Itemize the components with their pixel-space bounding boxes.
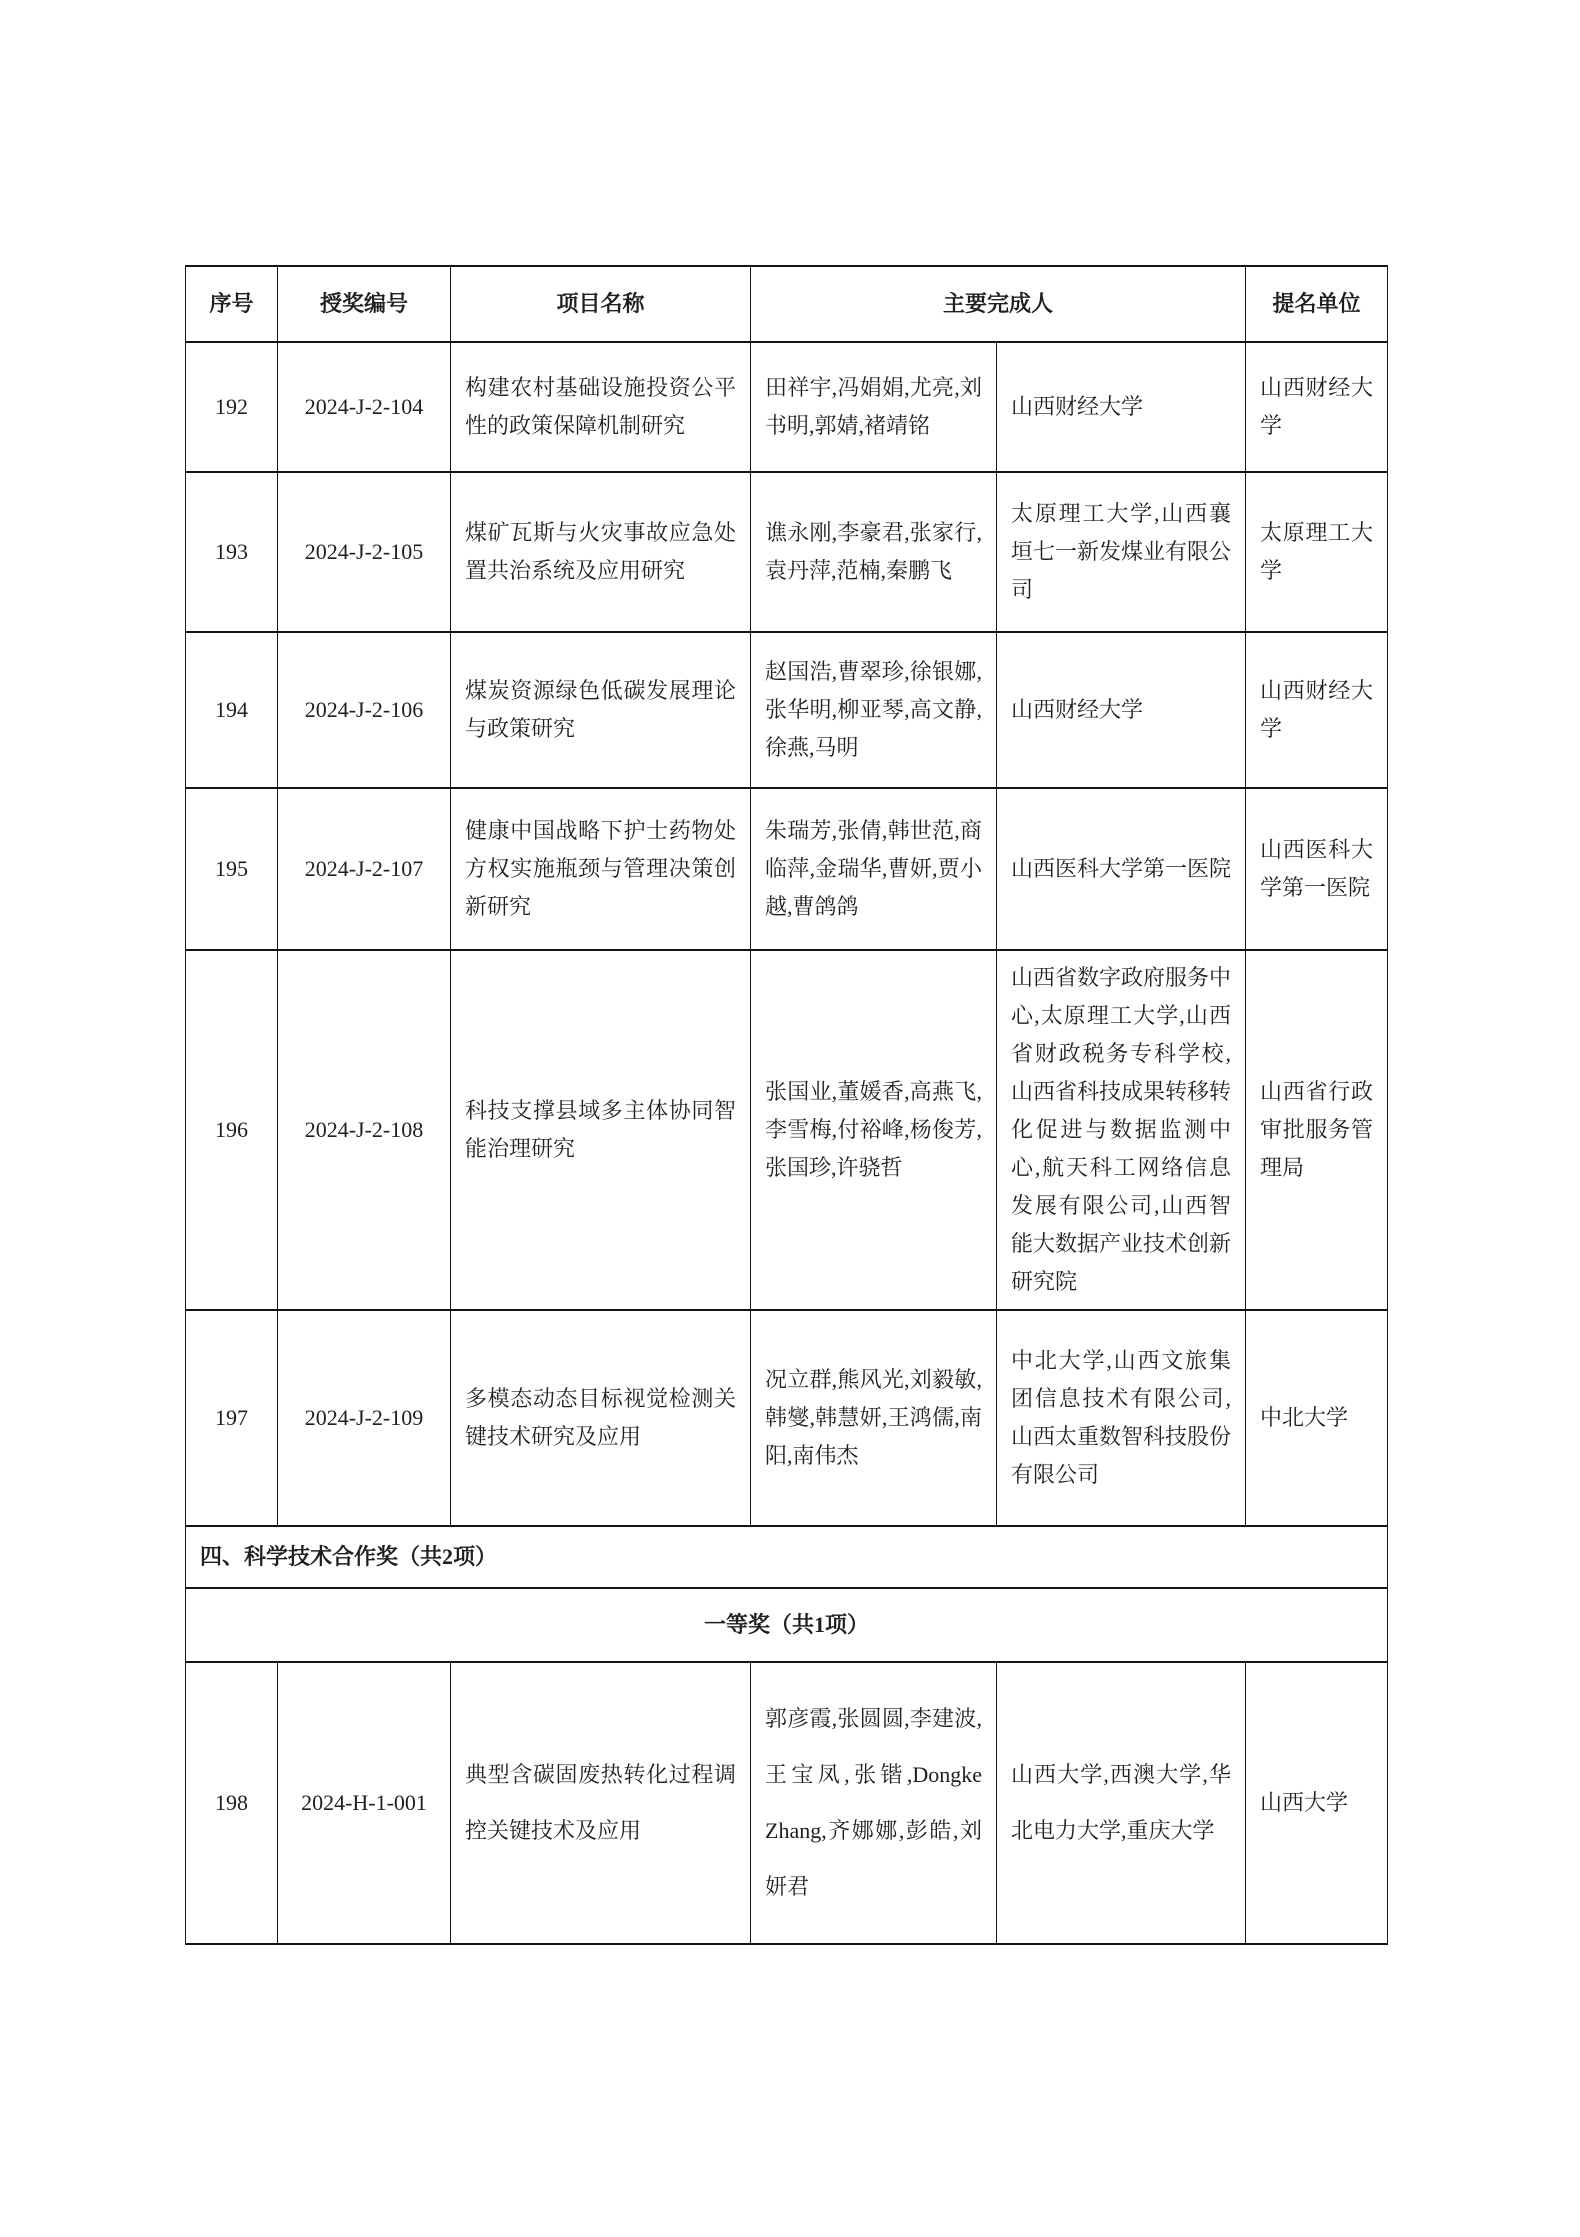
- table-row: [186, 788, 1388, 950]
- table-header-row: [186, 266, 1388, 342]
- cell-project-name: 典型含碳固废热转化过程调控关键技术及应用: [451, 1662, 751, 1944]
- cell-contributors: 张国业,董媛香,高燕飞,李雪梅,付裕峰,杨俊芳,张国珍,许骁哲: [751, 950, 997, 1310]
- column-header-project: 项目名称: [451, 266, 751, 342]
- cell-contributors: 况立群,熊风光,刘毅敏,韩燮,韩慧妍,王鸿儒,南阳,南伟杰: [751, 1310, 997, 1526]
- cell-organizations: 山西省数字政府服务中心,太原理工大学,山西省财政税务专科学校,山西省科技成果转移转化促进与数据监测中心,航天科工网络信息发展有限公司,山西智能大数据产业技术创新研究院: [997, 950, 1246, 1310]
- cell-nominator: 山西大学: [1246, 1662, 1388, 1944]
- cell-index: 195: [186, 788, 278, 950]
- cell-contributors: 郭彦霞,张圆圆,李建波,王宝凤,张锴,Dongke Zhang,齐娜娜,彭皓,刘妍君: [751, 1662, 997, 1944]
- cell-award-no: 2024-J-2-107: [278, 788, 451, 950]
- column-header-contributors: 主要完成人: [751, 266, 1246, 342]
- cell-project-name: 煤矿瓦斯与火灾事故应急处置共治系统及应用研究: [451, 472, 751, 632]
- table-row: [186, 1662, 1388, 1944]
- cell-contributors: 田祥宇,冯娟娟,尤亮,刘书明,郭婧,褚靖铭: [751, 342, 997, 472]
- cell-organizations: 山西财经大学: [997, 342, 1246, 472]
- cell-project-name: 多模态动态目标视觉检测关键技术研究及应用: [451, 1310, 751, 1526]
- table-row: [186, 342, 1388, 472]
- table-row: [186, 1310, 1388, 1526]
- cell-project-name: 构建农村基础设施投资公平性的政策保障机制研究: [451, 342, 751, 472]
- cell-organizations: 山西大学,西澳大学,华北电力大学,重庆大学: [997, 1662, 1246, 1944]
- cell-contributors: 谯永刚,李豪君,张家行,袁丹萍,范楠,秦鹏飞: [751, 472, 997, 632]
- cell-nominator: 山西财经大学: [1246, 342, 1388, 472]
- cell-index: 193: [186, 472, 278, 632]
- cell-award-no: 2024-J-2-108: [278, 950, 451, 1310]
- section-subtitle: 一等奖（共1项）: [186, 1588, 1388, 1662]
- cell-index: 198: [186, 1662, 278, 1944]
- cell-index: 194: [186, 632, 278, 788]
- cell-index: 196: [186, 950, 278, 1310]
- cell-award-no: 2024-J-2-104: [278, 342, 451, 472]
- cell-project-name: 健康中国战略下护士药物处方权实施瓶颈与管理决策创新研究: [451, 788, 751, 950]
- column-header-nominator: 提名单位: [1246, 266, 1388, 342]
- section-header-row: [186, 1526, 1388, 1588]
- column-header-award-no: 授奖编号: [278, 266, 451, 342]
- cell-index: 192: [186, 342, 278, 472]
- cell-award-no: 2024-H-1-001: [278, 1662, 451, 1944]
- cell-award-no: 2024-J-2-106: [278, 632, 451, 788]
- column-header-index: 序号: [186, 266, 278, 342]
- awards-table: [185, 265, 1388, 1945]
- cell-project-name: 科技支撑县域多主体协同智能治理研究: [451, 950, 751, 1310]
- table-row: [186, 472, 1388, 632]
- table-row: [186, 950, 1388, 1310]
- cell-organizations: 山西财经大学: [997, 632, 1246, 788]
- cell-project-name: 煤炭资源绿色低碳发展理论与政策研究: [451, 632, 751, 788]
- table-row: [186, 632, 1388, 788]
- cell-nominator: 山西财经大学: [1246, 632, 1388, 788]
- cell-award-no: 2024-J-2-105: [278, 472, 451, 632]
- cell-award-no: 2024-J-2-109: [278, 1310, 451, 1526]
- cell-organizations: 太原理工大学,山西襄垣七一新发煤业有限公司: [997, 472, 1246, 632]
- cell-contributors: 赵国浩,曹翠珍,徐银娜,张华明,柳亚琴,高文静,徐燕,马明: [751, 632, 997, 788]
- cell-index: 197: [186, 1310, 278, 1526]
- section-subheader-row: [186, 1588, 1388, 1662]
- cell-organizations: 山西医科大学第一医院: [997, 788, 1246, 950]
- cell-nominator: 中北大学: [1246, 1310, 1388, 1526]
- section-title: 四、科学技术合作奖（共2项）: [186, 1526, 1388, 1588]
- cell-nominator: 山西省行政审批服务管理局: [1246, 950, 1388, 1310]
- cell-nominator: 山西医科大学第一医院: [1246, 788, 1388, 950]
- cell-contributors: 朱瑞芳,张倩,韩世范,商临萍,金瑞华,曹妍,贾小越,曹鸽鸽: [751, 788, 997, 950]
- cell-organizations: 中北大学,山西文旅集团信息技术有限公司,山西太重数智科技股份有限公司: [997, 1310, 1246, 1526]
- cell-nominator: 太原理工大学: [1246, 472, 1388, 632]
